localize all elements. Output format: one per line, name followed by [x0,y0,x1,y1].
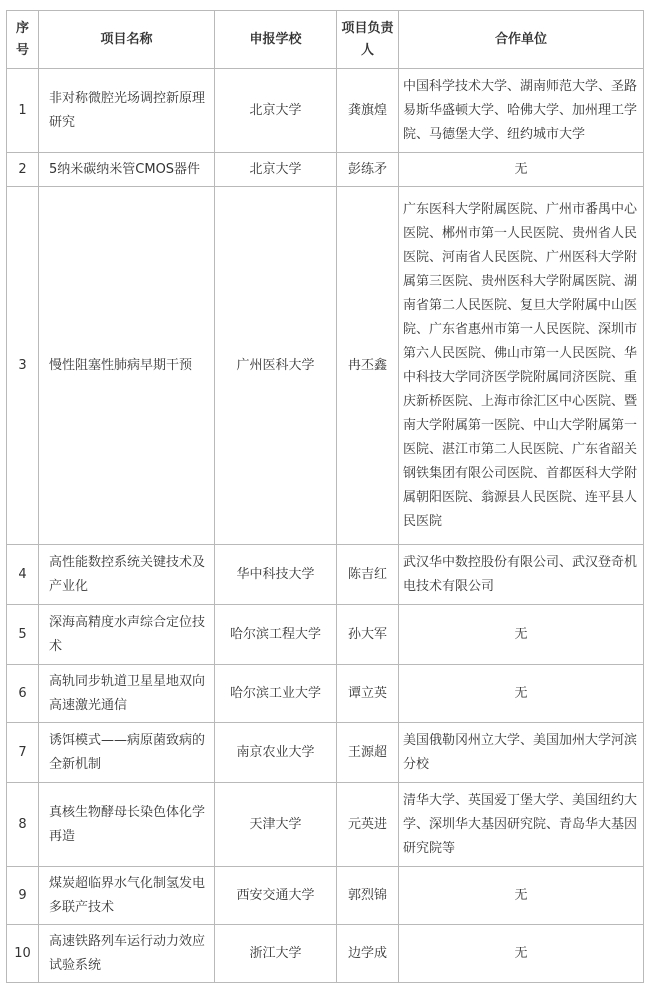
leader: 陈吉红 [337,545,399,605]
leader: 冉丕鑫 [337,187,399,545]
school: 浙江大学 [215,925,337,983]
partner: 无 [399,665,644,723]
school: 哈尔滨工程大学 [215,605,337,665]
table-row [7,545,644,605]
school: 南京农业大学 [215,723,337,783]
school: 北京大学 [215,153,337,187]
row-no: 2 [7,153,39,187]
project-name: 真核生物酵母长染色体化学再造 [39,783,215,867]
row-no: 3 [7,187,39,545]
table-row [7,69,644,153]
row-no: 5 [7,605,39,665]
row-no: 6 [7,665,39,723]
header-name: 项目名称 [39,11,215,69]
header-school: 申报学校 [215,11,337,69]
project-name: 高速铁路列车运行动力效应试验系统 [39,925,215,983]
row-no: 8 [7,783,39,867]
partner: 中国科学技术大学、湖南师范大学、圣路易斯华盛顿大学、哈佛大学、加州理工学院、马德堡大学、纽约城市大学 [399,69,644,153]
table-row [7,187,644,545]
school: 哈尔滨工业大学 [215,665,337,723]
school: 广州医科大学 [215,187,337,545]
row-no: 7 [7,723,39,783]
school: 西安交通大学 [215,867,337,925]
leader: 郭烈锦 [337,867,399,925]
table-row [7,925,644,983]
leader: 边学成 [337,925,399,983]
table-row [7,153,644,187]
leader: 彭练矛 [337,153,399,187]
school: 天津大学 [215,783,337,867]
table-row [7,867,644,925]
school: 华中科技大学 [215,545,337,605]
table-header-row [7,11,644,69]
project-name: 煤炭超临界水气化制氢发电多联产技术 [39,867,215,925]
project-name: 高性能数控系统关键技术及产业化 [39,545,215,605]
table-row [7,723,644,783]
table-row [7,665,644,723]
partner: 无 [399,153,644,187]
leader: 元英进 [337,783,399,867]
project-name: 5纳米碳纳米管CMOS器件 [39,153,215,187]
project-table [6,10,644,983]
project-name: 慢性阻塞性肺病早期干预 [39,187,215,545]
table-row [7,783,644,867]
row-no: 1 [7,69,39,153]
partner: 无 [399,605,644,665]
table-row [7,605,644,665]
leader: 孙大军 [337,605,399,665]
school: 北京大学 [215,69,337,153]
partner: 无 [399,867,644,925]
project-name: 非对称微腔光场调控新原理研究 [39,69,215,153]
leader: 王源超 [337,723,399,783]
project-name: 高轨同步轨道卫星星地双向高速激光通信 [39,665,215,723]
leader: 龚旗煌 [337,69,399,153]
header-no: 序号 [7,11,39,69]
partner: 广东医科大学附属医院、广州市番禺中心医院、郴州市第一人民医院、贵州省人民医院、河南省人民医院、广州医科大学附属第三医院、贵州医科大学附属医院、湖南省第二人民医院、复旦大学附属中山医院、广东省惠州市第一人民医院、深圳市第六人民医院、佛山市第一人民医院、华中科技大学同济医学院附属同济医院、重庆新桥医院、上海市徐汇区中心医院、暨南大学附属第一医院、中山大学附属第一医院、湛江市第二人民医院、广东省韶关钢铁集团有限公司医院、首都医科大学附属朝阳医院、翁源县人民医院、连平县人民医院 [399,187,644,545]
project-name: 深海高精度水声综合定位技术 [39,605,215,665]
partner: 清华大学、英国爱丁堡大学、美国纽约大学、深圳华大基因研究院、青岛华大基因研究院等 [399,783,644,867]
row-no: 9 [7,867,39,925]
header-leader: 项目负责人 [337,11,399,69]
partner: 无 [399,925,644,983]
header-partner: 合作单位 [399,11,644,69]
leader: 谭立英 [337,665,399,723]
row-no: 10 [7,925,39,983]
partner: 武汉华中数控股份有限公司、武汉登奇机电技术有限公司 [399,545,644,605]
partner: 美国俄勒冈州立大学、美国加州大学河滨分校 [399,723,644,783]
project-name: 诱饵模式——病原菌致病的全新机制 [39,723,215,783]
row-no: 4 [7,545,39,605]
